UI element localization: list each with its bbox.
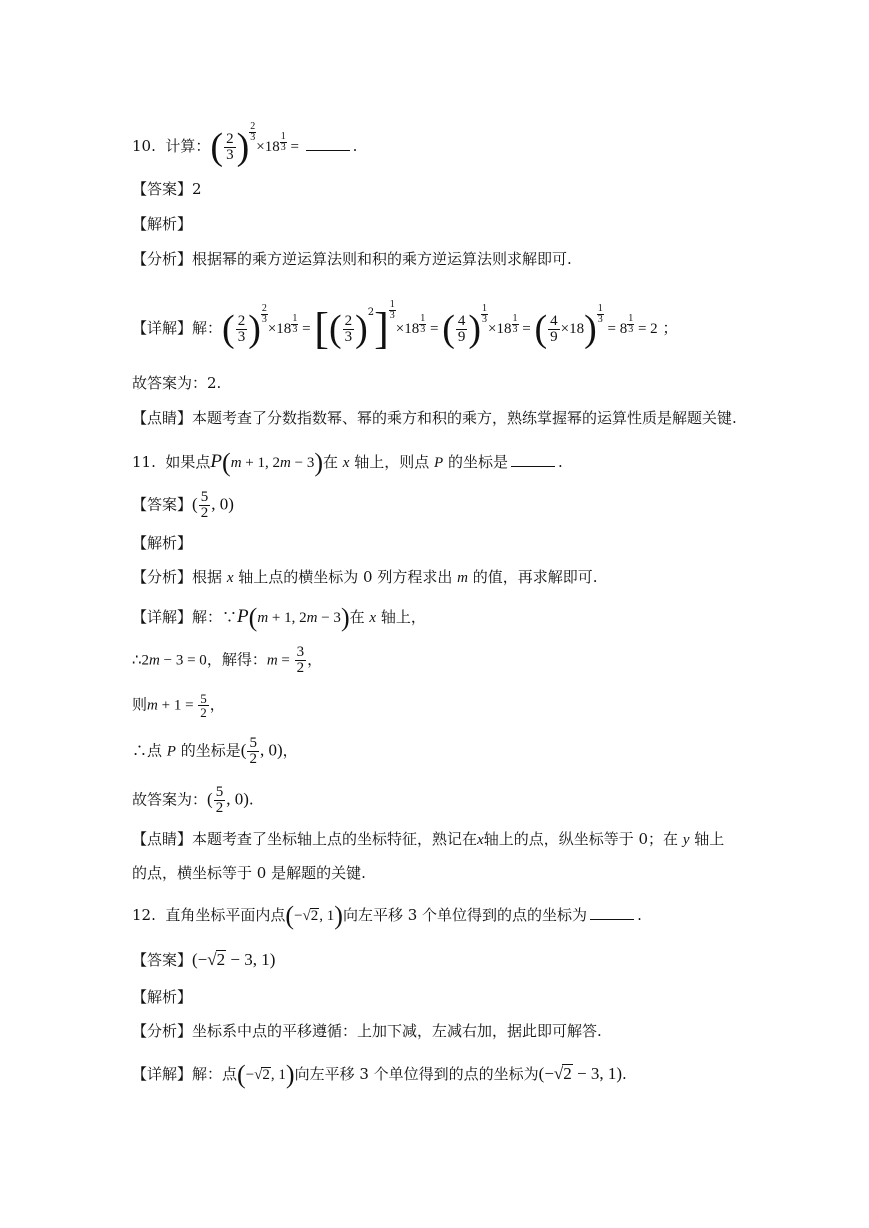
q11-answer: 【答案】( $\frac{5}{2}$ , 0): [132, 489, 234, 521]
q10-answer-value: 2: [192, 180, 202, 198]
q12-number: 12.: [132, 906, 156, 924]
q10-fenxi: 【分析】根据幂的乘方逆运算法则和积的乘方逆运算法则求解即可.: [132, 250, 572, 268]
q11-number: 11.: [132, 453, 156, 471]
q12-line: 12. 直角坐标平面内点(−√2, 1)向左平移 3 个单位得到的点的坐标为 .: [132, 901, 642, 930]
answer-blank: [306, 150, 350, 151]
q10-line: 10. 计算：( $\frac{2}{3}$ ) $\frac{2}{3}$ ×18 $\frac{1}{3}$ = .: [132, 121, 358, 168]
q11-dianjing: 【点睛】本题考查了坐标轴上点的坐标特征，熟记在x轴上的点，纵坐标等于 0；在 y 轴上: [132, 830, 725, 848]
q12-xiangjie: 【详解】解：点(−√2, 1)向左平移 3 个单位得到的点的坐标为(−√2 − 3, 1).: [132, 1060, 627, 1089]
q10-dianjing: 【点睛】本题考查了分数指数幂、幂的乘方和积的乘方，熟练掌握幂的运算性质是解题关键.: [132, 409, 737, 427]
q11-line: 11. 如果点P(m + 1, 2m − 3)在 x 轴上，则点 P 的坐标是 .: [132, 448, 563, 477]
q11-xiangjie: 【详解】解：∵P(m + 1, 2m − 3)在 x 轴上，: [132, 603, 426, 632]
q10-answer: 【答案】2: [132, 180, 202, 198]
q12-analysis-label: 【解析】: [132, 988, 193, 1006]
q10-prompt: 计算：: [165, 137, 211, 155]
q12-answer: 【答案】(−√2 − 3, 1): [132, 950, 276, 969]
q12-fenxi: 【分析】坐标系中点的平移遵循：上加下减，左减右加，据此即可解答.: [132, 1022, 602, 1040]
q11-step2: 则m + 1 = $\frac{5}{2}$ ，: [132, 691, 225, 720]
q11-dianjing-line2: 的点，横坐标等于 0 是解题的关键.: [132, 864, 366, 882]
q11-fenxi: 【分析】根据 x 轴上点的横坐标为 0 列方程求出 m 的值，再求解即可.: [132, 568, 598, 586]
q10-analysis-label: 【解析】: [132, 215, 193, 233]
q11-analysis-label: 【解析】: [132, 534, 193, 552]
q10-number: 10.: [132, 137, 156, 155]
q11-step3: ∴点 P 的坐标是( $\frac{5}{2}$ , 0)，: [132, 735, 298, 767]
q10-xiangjie: 【详解】解：( $\frac{2}{3}$ ) $\frac{2}{3}$ ×18 $\frac{1}{3}$ = [( $\frac{2}{3}$ )$^2$] $\frac{1}{3}$ ×18 $\frac{1}{3}$ = ( $\frac{4}{9}$ ) $\frac{1}{3}$ ×18 $\frac{1}{3}$ = ( $\frac{4}{9}$ ×18) $\frac{1}{3}$ = 8 $\frac{1}{3}$ = 2 ；: [132, 299, 678, 353]
q11-step1: ∴2m − 3 = 0，解得：m = $\frac{3}{2}$ ，: [132, 644, 323, 676]
q10-conclusion: 故答案为：2.: [132, 374, 222, 392]
answer-blank: [590, 919, 634, 920]
answer-blank: [511, 466, 555, 467]
q11-conclusion: 故答案为：( $\frac{5}{2}$ , 0).: [132, 784, 254, 816]
